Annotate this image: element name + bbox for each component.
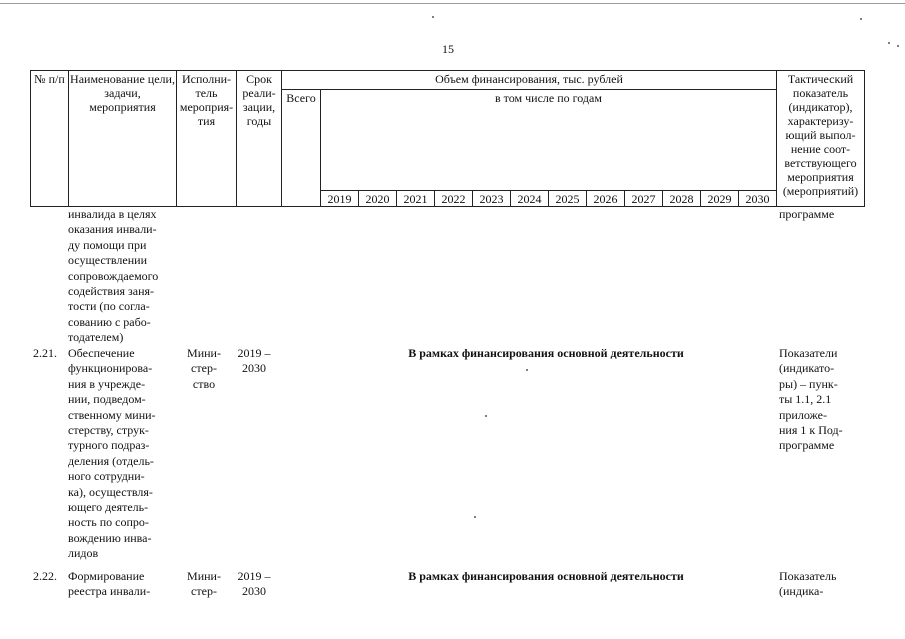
page-top-border — [0, 3, 905, 4]
year-2023: 2023 — [473, 191, 511, 207]
year-2029: 2029 — [701, 191, 739, 207]
header-executor: Исполни-тель мероприя-тия — [177, 71, 237, 207]
header-term: Срок реали-зации, годы — [237, 71, 282, 207]
header-funding: Объем финансирования, тыс. рублей — [282, 71, 777, 90]
row-2-21-term: 2019 – 2030 — [237, 346, 271, 376]
row-2-22-name: Формирование реестра инвали- — [68, 569, 151, 599]
scan-speck — [474, 516, 476, 518]
page-number: 15 — [442, 42, 454, 56]
scan-speck — [526, 369, 528, 371]
row-2-21-funding: В рамках финансирования основной деятельности — [408, 346, 684, 360]
row-2-21-num: 2.21. — [33, 346, 57, 360]
row-2-22-executor: Мини- стер- — [187, 569, 221, 599]
scan-speck — [485, 415, 487, 417]
scan-speck — [888, 42, 890, 44]
row-2-22-num: 2.22. — [33, 569, 57, 583]
continuation-indicator: программе — [779, 207, 835, 221]
year-2020: 2020 — [359, 191, 397, 207]
table-header — [30, 70, 865, 207]
header-num: № п/п — [31, 71, 69, 207]
year-2028: 2028 — [663, 191, 701, 207]
row-2-21-indicator: Показатели (индикато- ры) – пунк- ты 1.1, 2.1 приложе- ния 1 к Под- программе — [779, 346, 843, 453]
year-2024: 2024 — [511, 191, 549, 207]
row-2-21-executor: Мини- стер- ство — [187, 346, 221, 391]
header-total: Всего — [282, 90, 321, 207]
header-name: Наименование цели, задачи, мероприятия — [69, 71, 177, 207]
year-2030: 2030 — [739, 191, 777, 207]
year-2019: 2019 — [321, 191, 359, 207]
header-indicator: Тактический показатель (индикатор), характеризу-ющий выпол-нение соот-ветствующего мероприятия (мероприятий) — [777, 71, 865, 207]
row-2-22-term: 2019 – 2030 — [237, 569, 271, 599]
year-2022: 2022 — [435, 191, 473, 207]
year-2025: 2025 — [549, 191, 587, 207]
year-2026: 2026 — [587, 191, 625, 207]
row-2-22-indicator: Показатель (индика- — [779, 569, 837, 599]
row-2-22-funding: В рамках финансирования основной деятельности — [408, 569, 684, 583]
header-by-years: в том числе по годам — [321, 90, 777, 191]
year-2027: 2027 — [625, 191, 663, 207]
scan-speck — [897, 45, 899, 47]
row-2-21-name: Обеспечение функционирова- ния в учрежде- нии, подведом- ственному мини- стерству, струк- турного подраз- деления (отдель- ного сотрудни- ка), осуществля- ющего деятель- ность по сопро- вождению инва- лидов — [68, 346, 156, 561]
scan-speck — [860, 18, 862, 20]
continuation-name: инвалида в целях оказания инвали- ду помощи при осуществлении сопровождаемого содействия заня- тости (по согла- сованию с рабо- тодателем) — [68, 207, 159, 345]
year-2021: 2021 — [397, 191, 435, 207]
scan-speck — [432, 16, 434, 18]
